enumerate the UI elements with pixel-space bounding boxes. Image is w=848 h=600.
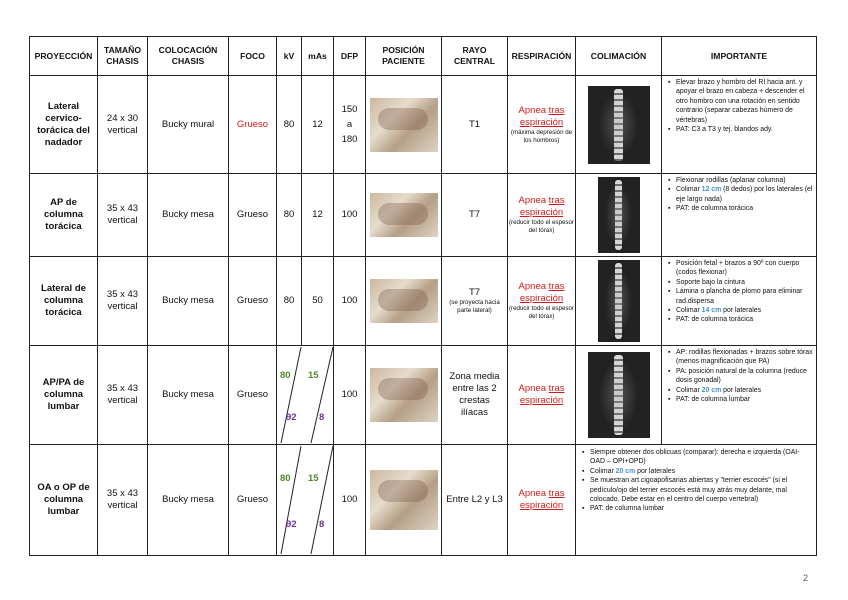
kv-cell: 80 xyxy=(277,174,302,257)
colimar-value: 20 cm xyxy=(701,386,722,394)
colimacion-cell xyxy=(576,174,662,257)
posicion-cell xyxy=(366,257,442,346)
list-item xyxy=(676,185,813,204)
resp-tras: tras espiración xyxy=(519,488,565,511)
colocacion-cell: Bucky mesa xyxy=(148,257,229,346)
kv-value-a: 80 xyxy=(280,473,291,484)
tamano-cell: 35 x 43 vertical xyxy=(98,257,148,346)
list-item: ▪ Lámina o plancha de plomo para eliminar rad.dispersa xyxy=(676,287,813,306)
rayo-cell xyxy=(442,346,508,445)
importante-cell xyxy=(576,445,817,556)
list-item: ▪ Posición fetal + brazos a 90º con cuerpo (codos flexionar) xyxy=(676,259,813,278)
table-row xyxy=(30,346,817,445)
list-item: ▪ Elevar brazo y hombro del RI hacia ant. y apoyar el brazo en cabeza + descender el otro hombro con una rotación en sentido contrario (separar cabezas húmero de vértebras) xyxy=(676,78,813,125)
mas-cell: 12 xyxy=(302,174,334,257)
header-tamano: TAMAÑO CHASIS xyxy=(98,37,148,76)
importante-cell xyxy=(662,346,817,445)
table-row xyxy=(30,257,817,346)
foco-cell: Grueso xyxy=(229,76,277,174)
table-row xyxy=(30,445,817,556)
posicion-cell xyxy=(366,174,442,257)
respiracion-cell xyxy=(508,257,576,346)
tamano-cell: 24 x 30 vertical xyxy=(98,76,148,174)
tamano-cell: 35 x 43 vertical xyxy=(98,445,148,556)
list-item: ▪ PAT: C3 a T3 y tej. blandos ady. xyxy=(676,125,813,134)
mas-value-b: 8 xyxy=(319,519,325,530)
respiracion-cell xyxy=(508,174,576,257)
dfp-cell: 100 xyxy=(334,445,366,556)
foco-cell: Grueso xyxy=(229,257,277,346)
rayo-text: T7 xyxy=(468,209,481,220)
patient-position-photo xyxy=(370,98,438,152)
resp-apnea: Apnea xyxy=(518,488,546,499)
resp-tras: tras espiración xyxy=(519,195,565,218)
respiracion-cell xyxy=(508,445,576,556)
posicion-cell xyxy=(366,76,442,174)
colimacion-cell xyxy=(576,257,662,346)
posicion-cell xyxy=(366,346,442,445)
colimacion-cell xyxy=(576,346,662,445)
colimar-label: Colimar xyxy=(676,307,700,315)
colocacion-cell: Bucky mural xyxy=(148,76,229,174)
list-item: ▪ PAT: de columna torácica xyxy=(676,204,813,213)
rayo-cell xyxy=(442,257,508,346)
patient-position-photo xyxy=(370,279,438,323)
split-diagonals xyxy=(277,346,334,444)
rayo-text: Zona media entre las 2 crestas ilíacas xyxy=(449,371,500,418)
xray-image xyxy=(588,352,650,438)
header-rayo: RAYO CENTRAL xyxy=(442,37,508,76)
list-item: ▪ PAT: de columna lumbar xyxy=(590,504,813,513)
foco-cell: Grueso xyxy=(229,346,277,445)
list-item xyxy=(676,306,813,315)
kv-mas-split-cell xyxy=(277,445,334,556)
mas-cell: 50 xyxy=(302,257,334,346)
table-row xyxy=(30,174,817,257)
patient-position-photo xyxy=(370,470,438,530)
colimar-label: Colimar xyxy=(676,386,700,394)
proyeccion-cell: OA o OP de columna lumbar xyxy=(30,445,98,556)
resp-tras: tras espiración xyxy=(519,281,565,304)
kv-mas-split-cell xyxy=(277,346,334,445)
list-item: ▪ PAT: de columna lumbar xyxy=(676,395,813,404)
kv-value-a: 80 xyxy=(280,370,291,381)
dfp-cell: 100 xyxy=(334,174,366,257)
resp-apnea: Apnea xyxy=(518,383,546,394)
dfp-cell: 150 a 180 xyxy=(334,76,366,174)
tamano-cell: 35 x 43 vertical xyxy=(98,346,148,445)
rayo-text: T7 xyxy=(468,287,481,298)
resp-apnea: Apnea xyxy=(518,281,546,292)
radiography-table xyxy=(29,36,817,556)
split-diagonals xyxy=(277,445,334,555)
rayo-text: Entre L2 y L3 xyxy=(446,494,503,505)
header-posicion: POSICIÓN PACIENTE xyxy=(366,37,442,76)
proyeccion-cell: AP/PA de columna lumbar xyxy=(30,346,98,445)
patient-position-photo xyxy=(370,368,438,422)
colimar-detail: (8 dedos) por los laterales (el eje largo nada) xyxy=(676,186,813,203)
table-row xyxy=(30,76,817,174)
list-item: ▪ Se muestran art.cigoapofisarias abiertas y "terrier escocés" (si el pedículo/ojo del terrier escocés está muy atrás muy delante, mal colocado. Debe estar en el centro del cuerpo vertebral) xyxy=(590,476,813,504)
list-item: ▪ Soporte bajo la cintura xyxy=(676,278,813,287)
posicion-cell xyxy=(366,445,442,556)
xray-image xyxy=(588,86,650,164)
header-dfp: DFP xyxy=(334,37,366,76)
colimar-value: 14 cm xyxy=(701,307,722,315)
list-item: ▪ Flexionar rodillas (aplanar columna) xyxy=(676,176,813,185)
header-foco: FOCO xyxy=(229,37,277,76)
kv-cell: 80 xyxy=(277,76,302,174)
header-colocacion: COLOCACIÓN CHASIS xyxy=(148,37,229,76)
importante-cell xyxy=(662,257,817,346)
proyeccion-cell: Lateral cervico-torácica del nadador xyxy=(30,76,98,174)
dfp-cell: 100 xyxy=(334,346,366,445)
resp-note: (reducir todo el espesor del tórax) xyxy=(508,305,574,320)
header-respiracion: RESPIRACIÓN xyxy=(508,37,576,76)
header-colimacion: COLIMACIÓN xyxy=(576,37,662,76)
resp-tras: tras espiración xyxy=(519,383,565,406)
resp-tras: tras espiración xyxy=(519,104,565,128)
rayo-text: T1 xyxy=(468,118,481,130)
mas-value-a: 15 xyxy=(308,370,319,381)
colocacion-cell: Bucky mesa xyxy=(148,346,229,445)
importante-cell xyxy=(662,174,817,257)
resp-note: (reducir todo el espesor del tórax) xyxy=(508,219,574,234)
header-proyeccion: PROYECCIÓN xyxy=(30,37,98,76)
kv-cell: 80 xyxy=(277,257,302,346)
foco-cell: Grueso xyxy=(229,445,277,556)
list-item xyxy=(676,386,813,395)
mas-value-b: 8 xyxy=(319,412,325,423)
colimar-value: 12 cm xyxy=(701,186,722,194)
importante-cell xyxy=(662,76,817,174)
list-item: ▪ Siempre obtener dos oblicuas (comparar): derecha e izquierda (OAI-OAD – OPI+OPD) xyxy=(590,448,813,467)
resp-apnea: Apnea xyxy=(518,195,546,206)
colimacion-cell xyxy=(576,76,662,174)
kv-value-b: 92 xyxy=(286,519,297,530)
dfp-cell: 100 xyxy=(334,257,366,346)
list-item: ▪ PAT: de columna torácica xyxy=(676,315,813,324)
proyeccion-cell: AP de columna torácica xyxy=(30,174,98,257)
proyeccion-cell: Lateral de columna torácica xyxy=(30,257,98,346)
colimar-value: 20 cm xyxy=(615,467,636,475)
rayo-note: (se proyecta hacia parte lateral) xyxy=(449,299,500,314)
respiracion-cell xyxy=(508,76,576,174)
list-item xyxy=(590,467,813,476)
xray-image xyxy=(598,177,640,253)
colimar-label: Colimar xyxy=(590,467,614,475)
colimar-label: Colimar xyxy=(676,186,700,194)
header-row xyxy=(30,37,817,76)
xray-image xyxy=(598,260,640,342)
mas-value-a: 15 xyxy=(308,473,319,484)
header-mas: mAs xyxy=(302,37,334,76)
rayo-cell xyxy=(442,174,508,257)
list-item: ▪ PA: posición natural de la columna (reduce dosis gonadal) xyxy=(676,367,813,386)
foco-cell: Grueso xyxy=(229,174,277,257)
patient-position-photo xyxy=(370,193,438,237)
kv-value-b: 92 xyxy=(286,412,297,423)
resp-note: (máxima depresión de los hombros) xyxy=(510,128,573,144)
colocacion-cell: Bucky mesa xyxy=(148,174,229,257)
colocacion-cell: Bucky mesa xyxy=(148,445,229,556)
resp-apnea: Apnea xyxy=(518,104,546,116)
tamano-cell: 35 x 43 vertical xyxy=(98,174,148,257)
colimar-detail: por laterales xyxy=(637,467,676,475)
mas-cell: 12 xyxy=(302,76,334,174)
respiracion-cell xyxy=(508,346,576,445)
colimar-detail: por laterales xyxy=(723,386,762,394)
header-kv: kV xyxy=(277,37,302,76)
list-item: ▪ AP: rodillas flexionadas + brazos sobre tórax (menos magnificación que PA) xyxy=(676,348,813,367)
header-importante: IMPORTANTE xyxy=(662,37,817,76)
rayo-cell xyxy=(442,445,508,556)
colimar-detail: por laterales xyxy=(723,307,762,315)
page-number: 2 xyxy=(803,573,809,583)
rayo-cell xyxy=(442,76,508,174)
